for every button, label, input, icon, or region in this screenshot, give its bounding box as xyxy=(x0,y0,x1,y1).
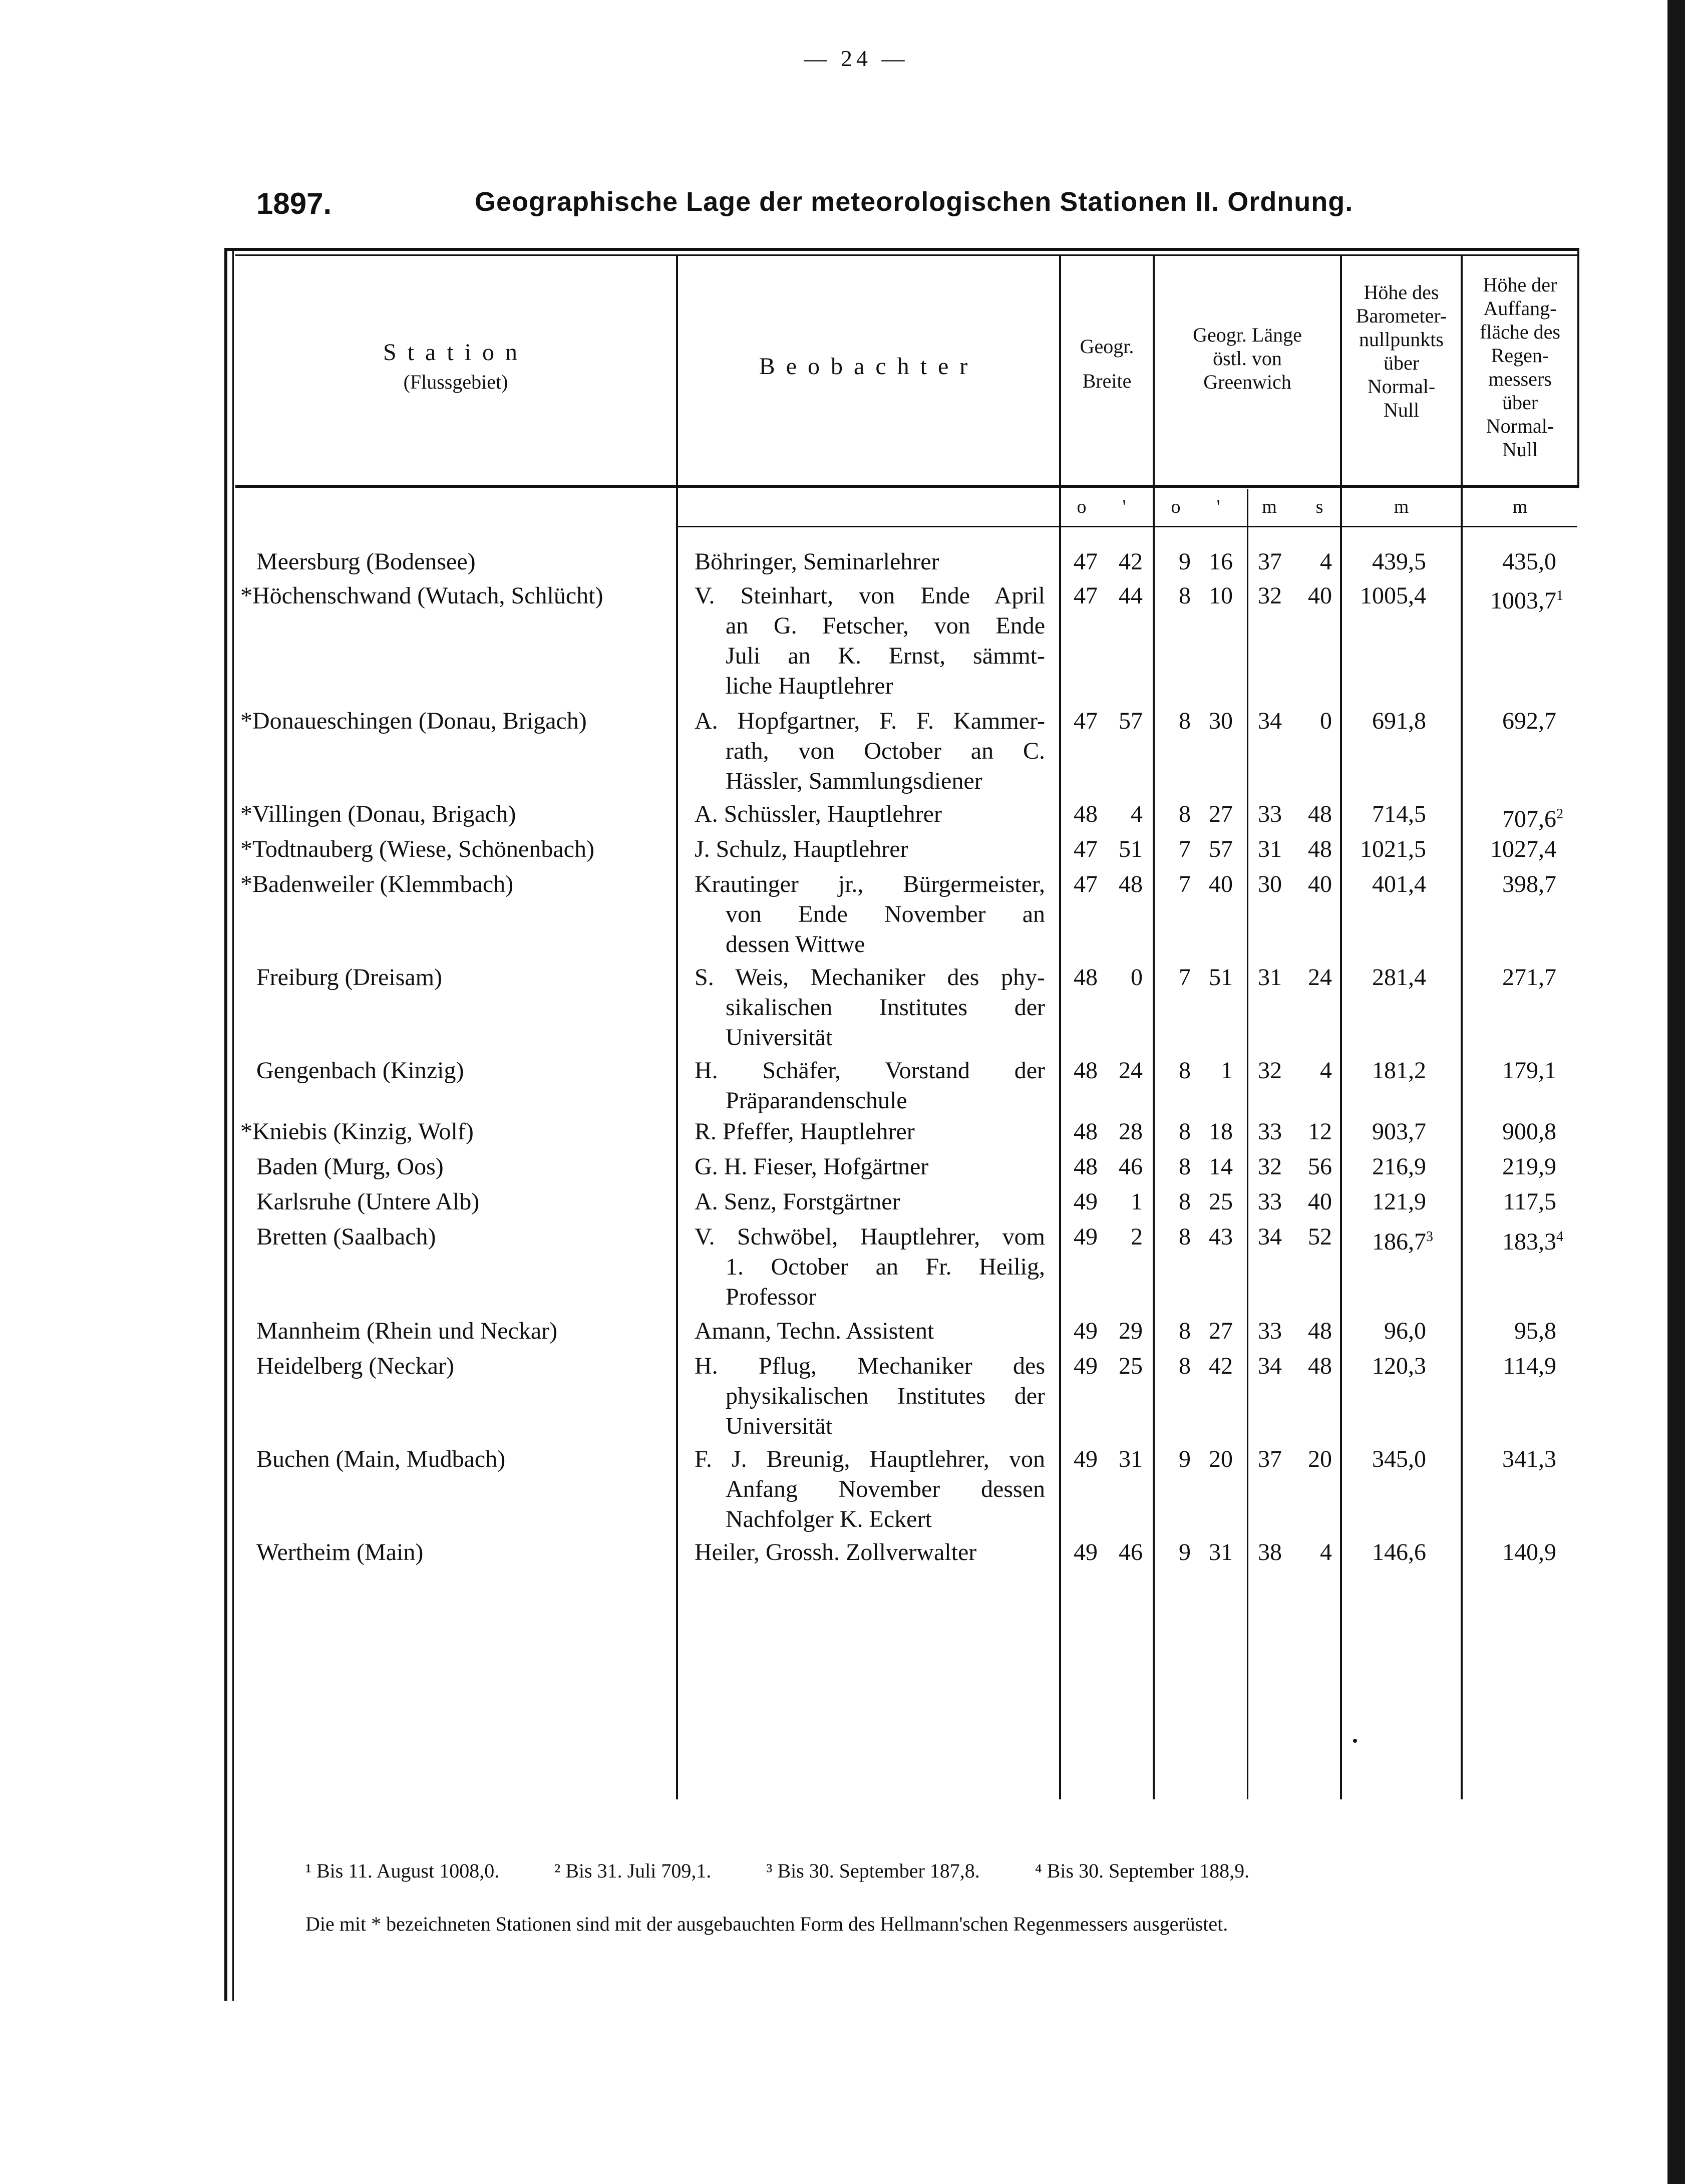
rain-number: 1027,4 xyxy=(1490,836,1556,862)
time-s-value: 40 xyxy=(1308,1188,1332,1215)
station-name: Gengenbach (Kinzig) xyxy=(256,1057,464,1084)
observer-line: J. Schulz, Hauptlehrer xyxy=(695,836,908,862)
footnote-marker: 3 xyxy=(1426,1229,1433,1244)
observer-line: sikalischen Institutes der xyxy=(726,994,1045,1021)
observer-line: liche Hauptlehrer xyxy=(726,673,893,699)
baro-number: 96,0 xyxy=(1384,1318,1426,1344)
rain-gauge-height-value xyxy=(1502,1152,1567,1182)
barometer-height-value xyxy=(1372,1351,1437,1381)
rain-gauge-height-value xyxy=(1502,706,1567,736)
col-divider-rain xyxy=(1461,254,1463,1799)
lon-min-value: 40 xyxy=(1209,871,1233,897)
lon-min-value: 27 xyxy=(1209,1318,1233,1344)
rain-number: 692,7 xyxy=(1502,708,1556,734)
lat-min-value: 29 xyxy=(1119,1318,1143,1344)
col-divider-baro xyxy=(1340,254,1342,1799)
lat-min-value: 57 xyxy=(1119,708,1143,734)
rain-number: 95,8 xyxy=(1514,1318,1556,1344)
footnote-marker: 2 xyxy=(1556,806,1563,822)
lat-deg-value: 47 xyxy=(1074,708,1098,734)
barometer-height-value xyxy=(1384,1316,1437,1346)
lon-deg-value: 9 xyxy=(1179,548,1191,575)
baro-number: 120,3 xyxy=(1372,1353,1426,1379)
time-s-value: 48 xyxy=(1308,801,1332,827)
observer-line: Präparandenschule xyxy=(726,1087,907,1114)
lat-deg-value: 49 xyxy=(1074,1353,1098,1379)
lat-min-value: 48 xyxy=(1119,871,1143,897)
footnote-3: ³ Bis 30. September 187,8. xyxy=(766,1859,980,1882)
lon-min-value: 16 xyxy=(1209,548,1233,575)
table-top-rule xyxy=(225,248,1577,251)
observer-line: Hässler, Sammlungsdiener xyxy=(726,768,982,794)
lon-deg-value: 9 xyxy=(1179,1446,1191,1472)
lat-min-value: 4 xyxy=(1131,801,1143,827)
observer-line: V. Steinhart, von Ende April xyxy=(695,582,1045,609)
time-m-value: 34 xyxy=(1258,708,1282,734)
time-s-value: 0 xyxy=(1320,708,1332,734)
lon-deg-value: 8 xyxy=(1179,708,1191,734)
rain-gauge-height-value xyxy=(1502,963,1567,993)
rain-number: 341,3 xyxy=(1502,1446,1556,1472)
lon-min-value: 31 xyxy=(1209,1539,1233,1566)
observer-line: Krautinger jr., Bürgermeister, xyxy=(695,871,1045,897)
observer-line: H. Pflug, Mechaniker des xyxy=(695,1353,1045,1379)
rain-gauge-height-value xyxy=(1503,1187,1567,1217)
lat-min-value: 24 xyxy=(1119,1057,1143,1084)
lon-deg-value: 9 xyxy=(1179,1539,1191,1566)
lat-min-value: 28 xyxy=(1119,1118,1143,1145)
station-name: *Badenweiler (Klemmbach) xyxy=(240,871,514,897)
time-s-value: 12 xyxy=(1308,1118,1332,1145)
time-m-value: 30 xyxy=(1258,871,1282,897)
rain-gauge-height-value xyxy=(1502,1117,1567,1147)
baro-number: 216,9 xyxy=(1372,1153,1426,1180)
observer-line: rath, von October an C. xyxy=(726,738,1045,764)
time-m-value: 34 xyxy=(1258,1353,1282,1379)
time-m-value: 33 xyxy=(1258,1318,1282,1344)
time-m-value: 31 xyxy=(1258,964,1282,991)
time-m-value: 32 xyxy=(1258,1057,1282,1084)
lat-min-value: 0 xyxy=(1131,964,1143,991)
footnote-2: ² Bis 31. Juli 709,1. xyxy=(554,1859,712,1882)
observer-line: R. Pfeffer, Hauptlehrer xyxy=(695,1118,915,1145)
observer-cell xyxy=(695,799,1045,829)
lon-deg-value: 8 xyxy=(1179,1353,1191,1379)
unit-lon-minute: ' xyxy=(1216,496,1220,517)
lon-min-value: 18 xyxy=(1209,1118,1233,1145)
station-name: Baden (Murg, Oos) xyxy=(256,1153,444,1180)
barometer-height-value xyxy=(1372,1537,1437,1568)
lon-deg-value: 8 xyxy=(1179,1223,1191,1250)
unit-lat-degree: o xyxy=(1077,496,1087,517)
footnote-marker: 4 xyxy=(1556,1229,1563,1244)
observer-cell xyxy=(695,1117,1045,1147)
time-s-value: 40 xyxy=(1308,871,1332,897)
observer-line: A. Schüssler, Hauptlehrer xyxy=(695,801,942,827)
station-name: *Höchenschwand (Wutach, Schlücht) xyxy=(240,582,603,609)
ink-dot xyxy=(1353,1739,1357,1743)
lon-deg-value: 8 xyxy=(1179,582,1191,609)
observer-cell xyxy=(695,1152,1045,1182)
lon-min-value: 27 xyxy=(1209,801,1233,827)
lon-min-value: 30 xyxy=(1209,708,1233,734)
binding-edge xyxy=(1667,0,1685,2184)
time-s-value: 56 xyxy=(1308,1153,1332,1180)
lon-min-value: 20 xyxy=(1209,1446,1233,1472)
page-title: Geographische Lage der meteorologischen Stationen II. Ordnung. xyxy=(475,187,1354,217)
lat-deg-value: 47 xyxy=(1074,871,1098,897)
time-s-value: 4 xyxy=(1320,548,1332,575)
time-s-value: 20 xyxy=(1308,1446,1332,1472)
time-m-value: 32 xyxy=(1258,1153,1282,1180)
observer-line: S. Weis, Mechaniker des phy- xyxy=(695,964,1045,991)
station-name: Freiburg (Dreisam) xyxy=(256,964,443,991)
time-s-value: 52 xyxy=(1308,1223,1332,1250)
time-m-value: 38 xyxy=(1258,1539,1282,1566)
baro-number: 345,0 xyxy=(1372,1446,1426,1472)
observer-cell xyxy=(695,1056,1045,1116)
time-m-value: 37 xyxy=(1258,1446,1282,1472)
rain-number: 900,8 xyxy=(1502,1118,1556,1145)
barometer-height-value xyxy=(1372,1187,1437,1217)
barometer-height-value xyxy=(1372,547,1437,577)
table-note: Die mit * bezeichneten Stationen sind mit der ausgebauchten Form des Hellmann'schen Regenmessers ausgerüstet. xyxy=(305,1913,1228,1935)
rain-number: 117,5 xyxy=(1503,1188,1556,1215)
col-divider-lon xyxy=(1153,254,1155,1799)
barometer-height-value xyxy=(1372,869,1437,899)
observer-cell xyxy=(695,834,1045,864)
footnote-4: ⁴ Bis 30. September 188,9. xyxy=(1035,1859,1250,1882)
table-top-rule-inner xyxy=(235,254,1577,256)
barometer-height-value xyxy=(1372,1056,1437,1086)
observer-line: H. Schäfer, Vorstand der xyxy=(695,1057,1045,1084)
rain-gauge-height-value xyxy=(1502,799,1567,834)
station-name: *Villingen (Donau, Brigach) xyxy=(240,801,516,827)
lat-min-value: 42 xyxy=(1119,548,1143,575)
rain-gauge-height-value xyxy=(1502,547,1567,577)
table-left-border xyxy=(224,248,227,2001)
observer-line: Universität xyxy=(726,1413,833,1439)
lon-min-value: 57 xyxy=(1209,836,1233,862)
header-observer: Beobachter xyxy=(759,353,979,380)
station-name: Wertheim (Main) xyxy=(256,1539,424,1566)
rain-number: 398,7 xyxy=(1502,871,1556,897)
lat-deg-value: 49 xyxy=(1074,1446,1098,1472)
rain-number: 435,0 xyxy=(1502,548,1556,575)
lat-deg-value: 47 xyxy=(1074,548,1098,575)
rain-number: 114,9 xyxy=(1503,1353,1556,1379)
observer-cell xyxy=(695,1222,1045,1312)
station-name: Bretten (Saalbach) xyxy=(256,1223,436,1250)
lon-deg-value: 8 xyxy=(1179,1318,1191,1344)
unit-time-minutes: m xyxy=(1262,496,1277,517)
lat-deg-value: 49 xyxy=(1074,1188,1098,1215)
lat-min-value: 51 xyxy=(1119,836,1143,862)
header-longitude: Geogr. Länge östl. von Greenwich xyxy=(1193,324,1302,393)
lat-min-value: 31 xyxy=(1119,1446,1143,1472)
lat-min-value: 25 xyxy=(1119,1353,1143,1379)
lat-deg-value: 48 xyxy=(1074,1057,1098,1084)
observer-line: an G. Fetscher, von Ende xyxy=(726,612,1045,639)
unit-rule xyxy=(676,526,1577,527)
table-right-border xyxy=(1577,248,1579,488)
lon-deg-value: 8 xyxy=(1179,1057,1191,1084)
station-name: *Donaueschingen (Donau, Brigach) xyxy=(240,708,587,734)
header-rain-gauge-height: Höhe der Auffang- fläche des Regen- messers über Normal- Null xyxy=(1479,273,1560,461)
barometer-height-value xyxy=(1372,1152,1437,1182)
header-rule xyxy=(235,485,1577,488)
unit-lat-minute: ' xyxy=(1122,496,1126,517)
observer-cell xyxy=(695,547,1045,577)
lat-deg-value: 49 xyxy=(1074,1318,1098,1344)
observer-cell xyxy=(695,1444,1045,1534)
barometer-height-value xyxy=(1372,1117,1437,1147)
unit-rain: m xyxy=(1512,496,1528,517)
observer-line: Universität xyxy=(726,1024,833,1051)
lon-min-value: 1 xyxy=(1221,1057,1233,1084)
header-barometer-height: Höhe des Barometer- nullpunkts über Normal- Null xyxy=(1356,281,1447,421)
rain-gauge-height-value xyxy=(1490,581,1567,616)
station-name: Karlsruhe (Untere Alb) xyxy=(256,1188,480,1215)
observer-line: 1. October an Fr. Heilig, xyxy=(726,1254,1045,1280)
rain-number: 183,3 xyxy=(1502,1228,1556,1255)
observer-cell xyxy=(695,581,1045,701)
observer-cell xyxy=(695,706,1045,796)
baro-number: 121,9 xyxy=(1372,1188,1426,1215)
rain-number: 179,1 xyxy=(1502,1057,1556,1084)
baro-number: 691,8 xyxy=(1372,708,1426,734)
rain-gauge-height-value xyxy=(1502,1056,1567,1086)
header-latitude: Geogr. Breite xyxy=(1080,335,1134,392)
observer-line: von Ende November an xyxy=(726,901,1045,927)
rain-gauge-height-value xyxy=(1490,834,1567,864)
observer-line: A. Hopfgartner, F. F. Kammer- xyxy=(695,708,1045,734)
observer-line: dessen Wittwe xyxy=(726,931,865,958)
barometer-height-value xyxy=(1360,834,1437,864)
unit-lon-degree: o xyxy=(1171,496,1181,517)
lat-deg-value: 47 xyxy=(1074,582,1098,609)
lat-min-value: 46 xyxy=(1119,1539,1143,1566)
lon-deg-value: 8 xyxy=(1179,1188,1191,1215)
station-name: Buchen (Main, Mudbach) xyxy=(256,1446,506,1472)
observer-line: V. Schwöbel, Hauptlehrer, vom xyxy=(695,1223,1045,1250)
observer-line: Professor xyxy=(726,1284,817,1310)
observer-cell xyxy=(695,1187,1045,1217)
observer-line: Böhringer, Seminarlehrer xyxy=(695,548,939,575)
observer-cell xyxy=(695,1537,1045,1568)
rain-gauge-height-value xyxy=(1502,1444,1567,1474)
barometer-height-value xyxy=(1360,581,1437,611)
baro-number: 181,2 xyxy=(1372,1057,1426,1084)
observer-cell xyxy=(695,869,1045,960)
rain-gauge-height-value xyxy=(1502,869,1567,899)
lat-min-value: 44 xyxy=(1119,582,1143,609)
rain-number: 707,6 xyxy=(1502,806,1556,832)
lat-deg-value: 49 xyxy=(1074,1223,1098,1250)
lon-deg-value: 8 xyxy=(1179,1153,1191,1180)
lon-deg-value: 8 xyxy=(1179,1118,1191,1145)
lon-min-value: 10 xyxy=(1209,582,1233,609)
time-s-value: 48 xyxy=(1308,836,1332,862)
table-left-border-inner xyxy=(232,248,234,2001)
rain-gauge-height-value xyxy=(1503,1351,1567,1381)
time-m-value: 33 xyxy=(1258,1188,1282,1215)
rain-gauge-height-value xyxy=(1502,1222,1567,1257)
footnote-1: ¹ Bis 11. August 1008,0. xyxy=(305,1859,500,1882)
barometer-height-value xyxy=(1372,1444,1437,1474)
lon-min-value: 51 xyxy=(1209,964,1233,991)
lon-min-value: 42 xyxy=(1209,1353,1233,1379)
barometer-height-value xyxy=(1372,799,1437,829)
observer-line: A. Senz, Forstgärtner xyxy=(695,1188,900,1215)
observer-cell xyxy=(695,1316,1045,1346)
year-label: 1897. xyxy=(256,187,332,220)
observer-line: Nachfolger K. Eckert xyxy=(726,1506,932,1532)
baro-number: 281,4 xyxy=(1372,964,1426,991)
station-name: *Kniebis (Kinzig, Wolf) xyxy=(240,1118,474,1145)
lat-deg-value: 48 xyxy=(1074,801,1098,827)
observer-line: physikalischen Institutes der xyxy=(726,1383,1045,1409)
time-m-value: 33 xyxy=(1258,801,1282,827)
time-m-value: 37 xyxy=(1258,548,1282,575)
lat-deg-value: 48 xyxy=(1074,1153,1098,1180)
lat-deg-value: 48 xyxy=(1074,964,1098,991)
unit-time-seconds: s xyxy=(1315,496,1323,517)
time-s-value: 4 xyxy=(1320,1057,1332,1084)
rain-gauge-height-value xyxy=(1514,1316,1567,1346)
rain-number: 271,7 xyxy=(1502,964,1556,991)
time-s-value: 4 xyxy=(1320,1539,1332,1566)
baro-number: 401,4 xyxy=(1372,871,1426,897)
baro-number: 1021,5 xyxy=(1360,836,1426,862)
observer-line: Heiler, Grossh. Zollverwalter xyxy=(695,1539,977,1566)
lat-deg-value: 47 xyxy=(1074,836,1098,862)
col-divider-observer xyxy=(676,254,678,1799)
lat-min-value: 2 xyxy=(1131,1223,1143,1250)
time-m-value: 32 xyxy=(1258,582,1282,609)
rain-number: 1003,7 xyxy=(1490,587,1556,614)
observer-line: Anfang November dessen xyxy=(726,1476,1045,1502)
footnotes xyxy=(305,1859,1299,1883)
lon-min-value: 43 xyxy=(1209,1223,1233,1250)
time-s-value: 40 xyxy=(1308,582,1332,609)
time-s-value: 24 xyxy=(1308,964,1332,991)
baro-number: 439,5 xyxy=(1372,548,1426,575)
col-divider-lat xyxy=(1059,254,1061,1799)
baro-number: 903,7 xyxy=(1372,1118,1426,1145)
lon-deg-value: 7 xyxy=(1179,836,1191,862)
observer-cell xyxy=(695,1351,1045,1441)
lon-deg-value: 7 xyxy=(1179,871,1191,897)
station-name: *Todtnauberg (Wiese, Schönenbach) xyxy=(240,836,594,862)
observer-line: Juli an K. Ernst, sämmt- xyxy=(726,643,1045,669)
baro-number: 714,5 xyxy=(1372,801,1426,827)
barometer-height-value xyxy=(1372,1222,1437,1257)
lat-min-value: 1 xyxy=(1131,1188,1143,1215)
unit-barometer: m xyxy=(1394,496,1409,517)
baro-number: 186,7 xyxy=(1372,1228,1426,1255)
rain-gauge-height-value xyxy=(1502,1537,1567,1568)
station-name: Mannheim (Rhein und Neckar) xyxy=(256,1318,558,1344)
barometer-height-value xyxy=(1372,963,1437,993)
time-m-value: 33 xyxy=(1258,1118,1282,1145)
observer-line: F. J. Breunig, Hauptlehrer, von xyxy=(695,1446,1045,1472)
baro-number: 1005,4 xyxy=(1360,582,1426,609)
lon-min-value: 14 xyxy=(1209,1153,1233,1180)
rain-number: 219,9 xyxy=(1502,1153,1556,1180)
observer-line: G. H. Fieser, Hofgärtner xyxy=(695,1153,929,1180)
time-s-value: 48 xyxy=(1308,1318,1332,1344)
lat-deg-value: 48 xyxy=(1074,1118,1098,1145)
page-number: — 24 — xyxy=(804,46,909,71)
footnote-marker: 1 xyxy=(1556,588,1563,603)
baro-number: 146,6 xyxy=(1372,1539,1426,1566)
lat-deg-value: 49 xyxy=(1074,1539,1098,1566)
barometer-height-value xyxy=(1372,706,1437,736)
observer-line: Amann, Techn. Assistent xyxy=(695,1318,934,1344)
observer-cell xyxy=(695,963,1045,1053)
header-station: Station (Flussgebiet) xyxy=(383,339,528,393)
lon-deg-value: 7 xyxy=(1179,964,1191,991)
time-m-value: 31 xyxy=(1258,836,1282,862)
lat-min-value: 46 xyxy=(1119,1153,1143,1180)
station-name: Heidelberg (Neckar) xyxy=(256,1353,454,1379)
station-name: Meersburg (Bodensee) xyxy=(256,548,476,575)
time-m-value: 34 xyxy=(1258,1223,1282,1250)
lon-deg-value: 8 xyxy=(1179,801,1191,827)
lon-min-value: 25 xyxy=(1209,1188,1233,1215)
time-s-value: 48 xyxy=(1308,1353,1332,1379)
col-divider-time xyxy=(1247,489,1248,1799)
rain-number: 140,9 xyxy=(1502,1539,1556,1566)
